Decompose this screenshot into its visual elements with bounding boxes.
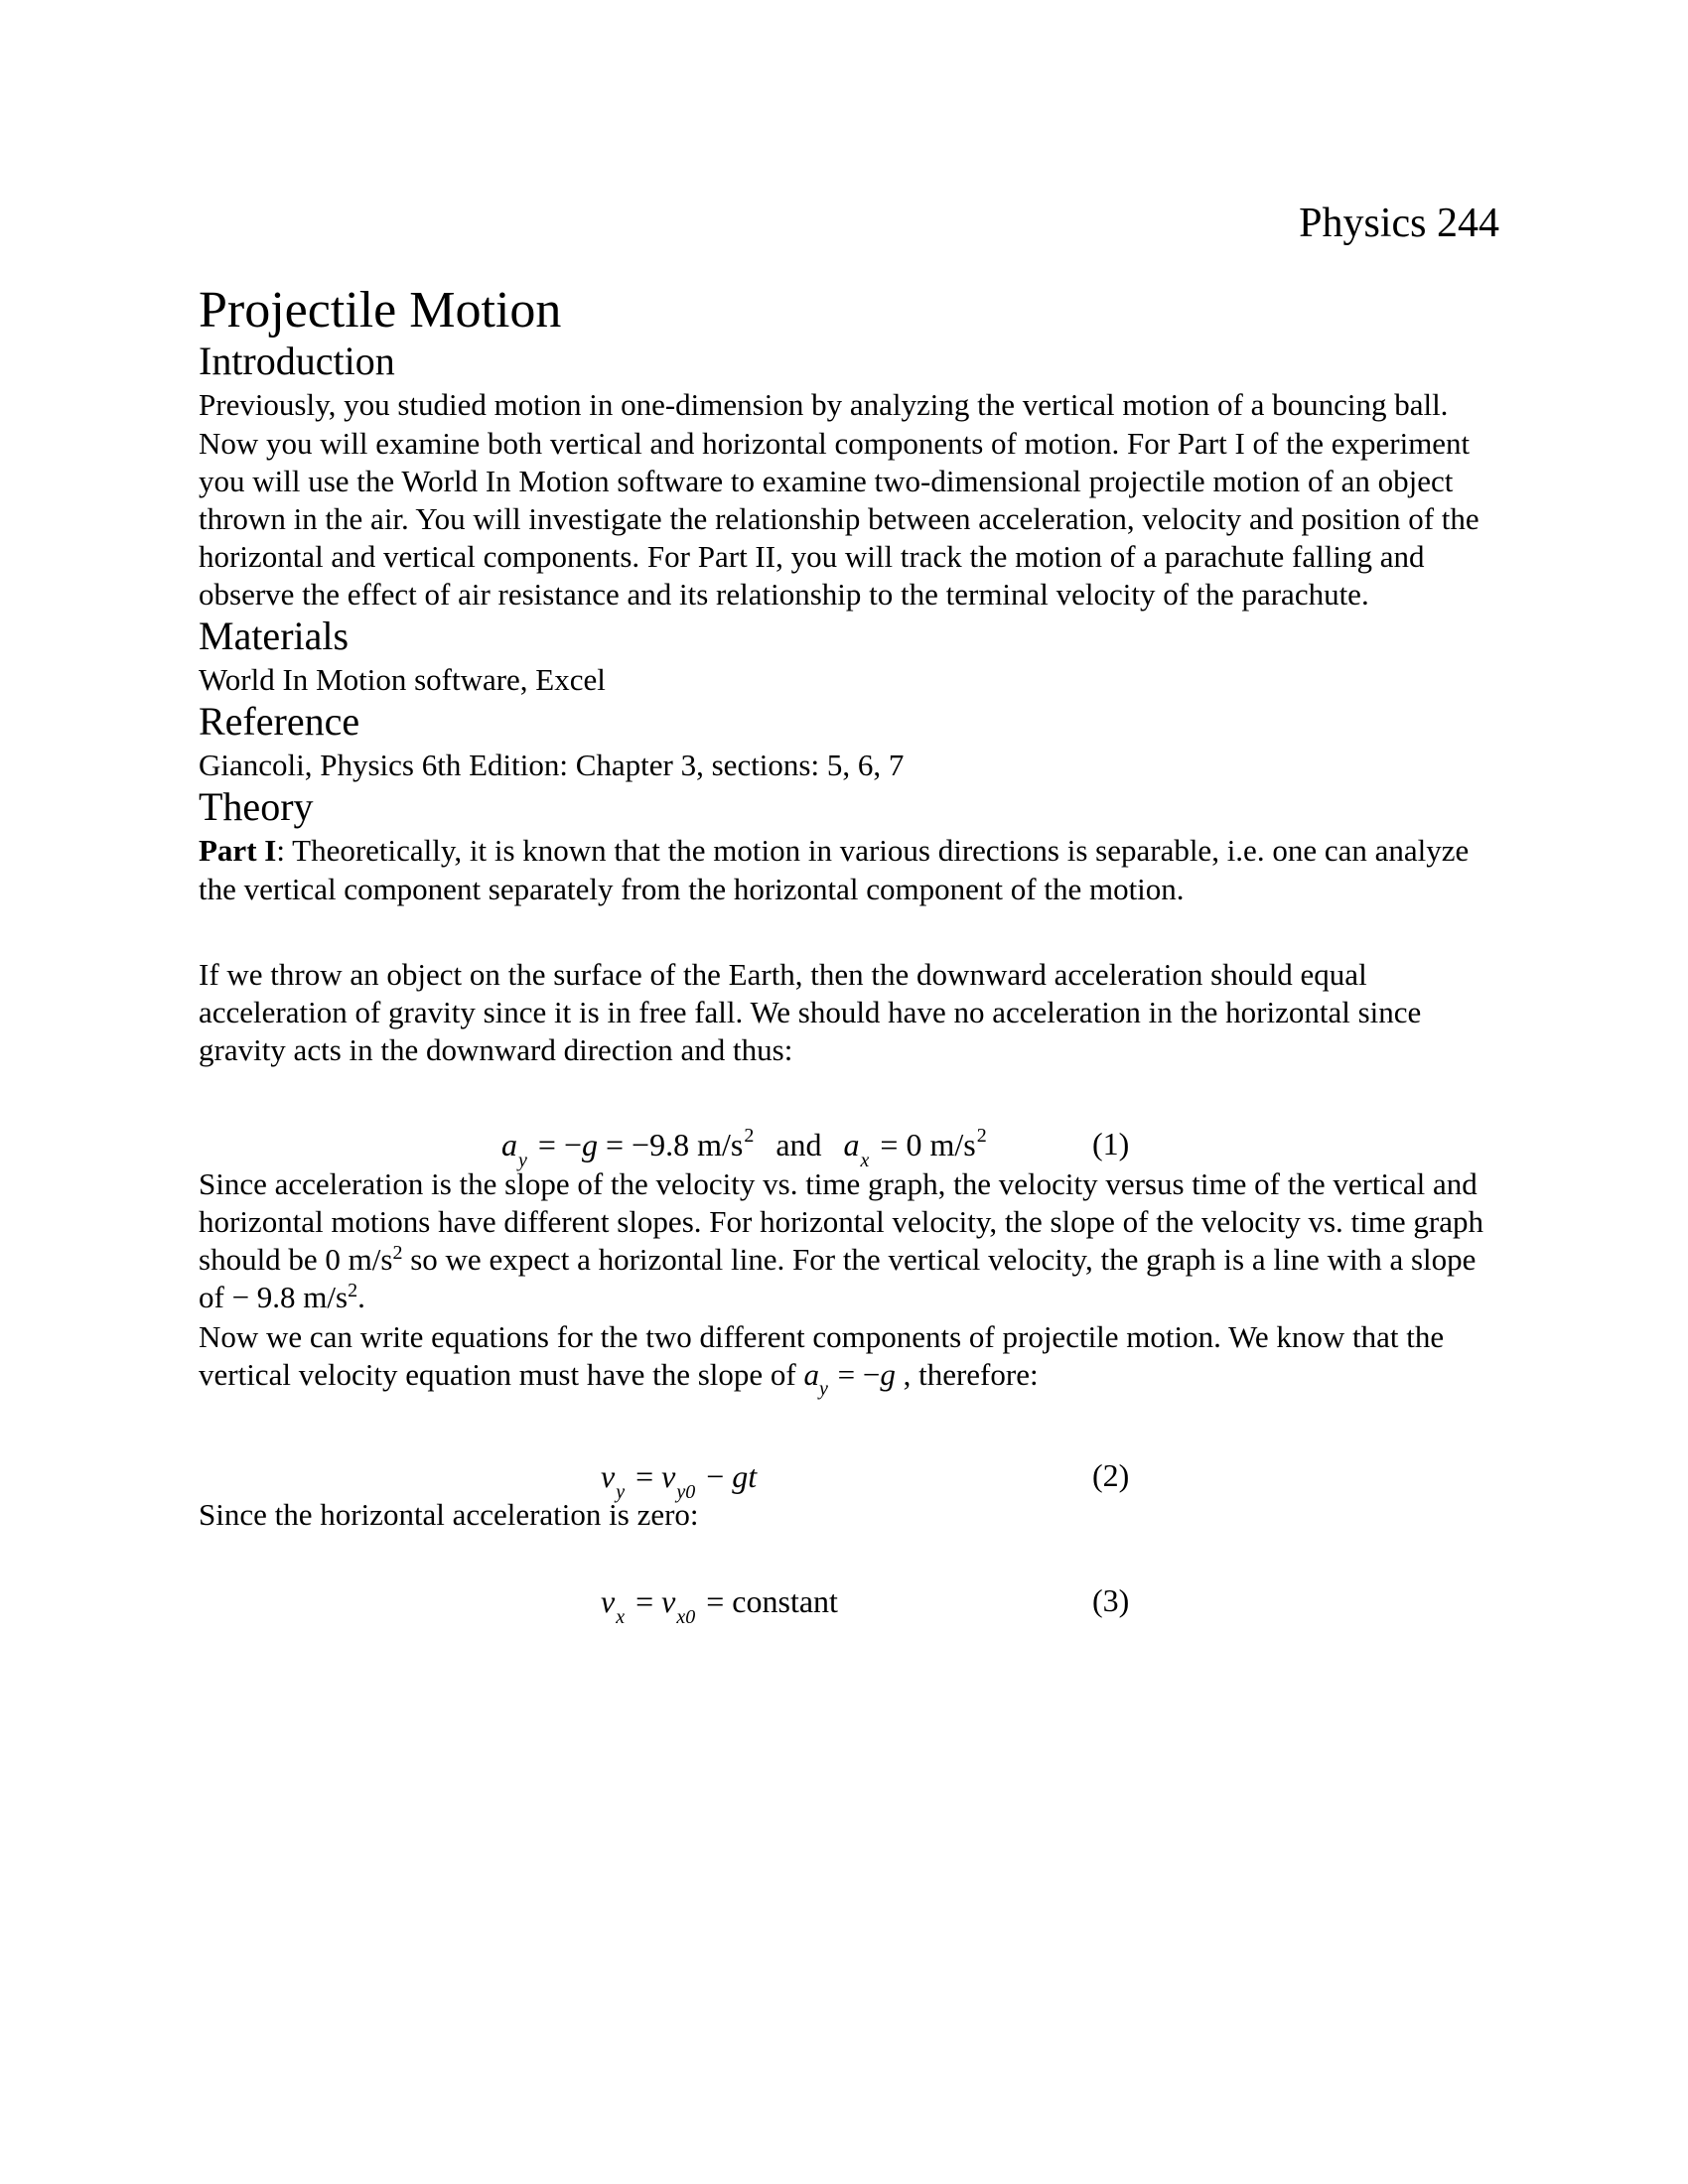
section-heading-introduction: Introduction [199,339,395,384]
components-sub-y: y [818,1378,828,1401]
eq2-equals: = [628,1457,662,1494]
eq3-sub-x0: x0 [676,1606,696,1629]
eq3-var-vx: v [601,1583,616,1620]
eq1-sub-x: x [860,1150,870,1171]
section-heading-theory: Theory [199,784,314,830]
slope-text-1: Since acceleration is the slope of the velocity vs. time graph, the velocity versus time of the vertical and horizontal motions have different slopes. For horizontal velocity, the slope of the velocity vs. time graph should be 0 m/s [199,1165,1483,1278]
introduction-paragraph: Previously, you studied motion in one-dimension by analyzing the vertical motion of a bouncing ball. Now you will examine both vertical and horizontal components of motion. For Part I of the experiment you will use the World In Motion software to examine two-dimensional projectile motion of an object thrown in the air. You will investigate the relationship between acceleration, velocity and position of the horizontal and vertical components. For Part II, you will track the motion of a parachute falling and observe the effect of air resistance and its relationship to the terminal velocity of the parachute. [199,387,1479,612]
eq2-sub-y: y [616,1480,626,1503]
eq1-equals-minus: = − [529,1127,582,1162]
theory-components-paragraph [199,1318,1499,1401]
components-text-1: Now we can write equations for the two different components of projectile motion. We know that the vertical velocity equation must have the slope of [199,1319,1445,1393]
part1-label: Part I [199,833,277,869]
part1-text: : Theoretically, it is known that the motion in various directions is separable, i.e. one can analyze the vertical component separately from the horizontal component of the motion. [199,833,1470,906]
eq1-value-gravity: = −9.8 m/s [597,1127,744,1162]
eq2-minus: − [698,1457,733,1494]
page-title: Projectile Motion [199,282,562,340]
eq2-var-vy: v [601,1457,616,1494]
eq3-equals: = [628,1583,662,1620]
eq3-sub-x: x [616,1606,626,1629]
equation-2-number: (2) [1092,1456,1130,1493]
eq1-value-zero: = 0 m/s [872,1127,976,1162]
eq1-var-ax: a [843,1127,860,1162]
theory-slope-paragraph [199,1165,1499,1317]
eq3-var-vx0: v [661,1583,676,1620]
reference-text: Giancoli, Physics 6th Edition: Chapter 3, sections: 5, 6, 7 [199,748,905,783]
theory-horizontal-paragraph: Since the horizontal acceleration is zero: [199,1497,699,1533]
eq2-var-gt: gt [732,1457,758,1494]
materials-text: World In Motion software, Excel [199,662,606,698]
eq2-sub-y0: y0 [676,1480,696,1503]
components-text-3: , therefore: [895,1357,1039,1393]
eq1-var-g: g [581,1127,598,1162]
slope-text-3: . [357,1280,365,1315]
slope-text-2: so we expect a horizontal line. For the vertical velocity, the graph is a line with a slope of − 9.8 m/s [199,1242,1477,1315]
equation-3 [199,1582,1499,1629]
equation-1-number: (1) [1092,1126,1130,1161]
components-var-g: g [880,1357,896,1393]
course-header: Physics 244 [1299,201,1499,246]
equation-1 [199,1125,1499,1171]
slope-superscript-1: 2 [392,1242,403,1265]
theory-throw-paragraph: If we throw an object on the surface of the Earth, then the downward acceleration should equal acceleration of gravity since it is in free fall. We should have no acceleration in the horizontal since gravity acts in the downward direction and thus: [199,956,1422,1067]
equation-3-number: (3) [1092,1582,1130,1619]
section-heading-materials: Materials [199,614,350,659]
components-text-2: = − [829,1357,881,1393]
eq1-conjunction: and [775,1127,822,1162]
eq1-superscript-2b: 2 [976,1125,987,1147]
components-var-a: a [803,1357,819,1393]
slope-superscript-2: 2 [348,1280,358,1302]
eq3-constant: = constant [698,1583,838,1620]
eq2-var-vy0: v [661,1457,676,1494]
theory-part1-paragraph [199,832,1499,907]
eq1-sub-y: y [518,1150,527,1171]
eq1-var-ay: a [501,1127,517,1162]
equation-2 [199,1456,1499,1503]
eq1-superscript-2a: 2 [744,1125,755,1147]
section-heading-reference: Reference [199,699,360,745]
